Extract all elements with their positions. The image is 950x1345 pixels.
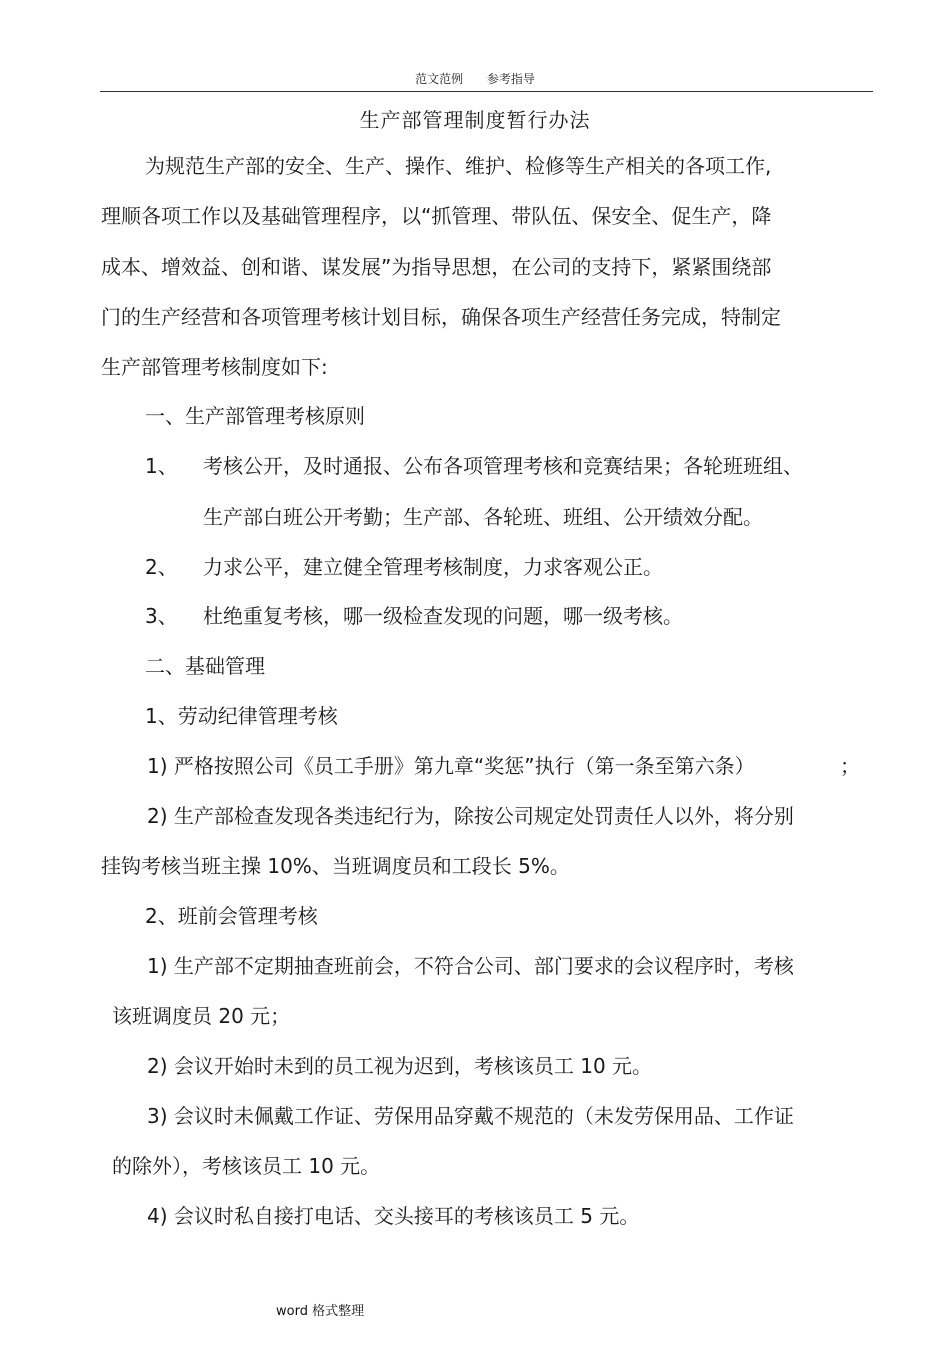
section1-item3-text: 杜绝重复考核，哪一级检查发现的问题，哪一级考核。 [203, 604, 683, 628]
sub1-heading: 1、劳动纪律管理考核 [145, 704, 338, 728]
sub2-item3-line2: 的除外），考核该员工 10 元。 [112, 1154, 381, 1178]
header-left-text: 范文范例 [415, 72, 464, 86]
sub1-item1: 1) 严格按照公司《员工手册》第九章“奖惩”执行（第一条至第六条） [147, 754, 755, 778]
intro-line-4: 门的生产经营和各项管理考核计划目标，确保各项生产经营任务完成，特制定 [101, 305, 781, 329]
sub2-item2: 2) 会议开始时未到的员工视为迟到，考核该员工 10 元。 [147, 1054, 653, 1078]
section1-item2-number: 2、 [145, 555, 178, 579]
header-divider [100, 91, 873, 92]
sub2-heading: 2、班前会管理考核 [145, 904, 318, 928]
intro-line-1: 为规范生产部的安全、生产、操作、维护、检修等生产相关的各项工作, [145, 154, 772, 178]
sub1-item2-line2: 挂钩考核当班主操 10%、当班调度员和工段长 5%。 [101, 854, 570, 878]
sub2-item1-line2: 该班调度员 20 元； [112, 1004, 291, 1028]
intro-line-5: 生产部管理考核制度如下: [101, 355, 328, 379]
sub2-item1-line1: 1) 生产部不定期抽查班前会，不符合公司、部门要求的会议程序时，考核 [147, 954, 794, 978]
sub1-item1-tail: ； [840, 754, 860, 778]
section1-item1-line2: 生产部白班公开考勤；生产部、各轮班、班组、公开绩效分配。 [203, 505, 763, 529]
section1-item1-number: 1、 [145, 454, 178, 478]
page-header [0, 70, 950, 87]
sub2-item3-line1: 3) 会议时未佩戴工作证、劳保用品穿戴不规范的（未发劳保用品、工作证 [147, 1104, 794, 1128]
header-right-text: 参考指导 [486, 72, 535, 86]
section1-heading: 一、生产部管理考核原则 [145, 404, 365, 428]
section1-item1-line1: 考核公开，及时通报、公布各项管理考核和竞赛结果；各轮班班组、 [203, 454, 803, 478]
intro-line-3: 成本、增效益、创和谐、谋发展”为指导思想，在公司的支持下，紧紧围绕部 [101, 255, 772, 279]
sub1-item2-line1: 2) 生产部检查发现各类违纪行为，除按公司规定处罚责任人以外，将分别 [147, 804, 794, 828]
document-title: 生产部管理制度暂行办法 [359, 108, 591, 132]
section1-item3-number: 3、 [145, 604, 178, 628]
section2-heading: 二、基础管理 [145, 654, 265, 678]
intro-line-2: 理顺各项工作以及基础管理程序，以“抓管理、带队伍、保安全、促生产，降 [101, 204, 772, 228]
sub2-item4: 4) 会议时私自接打电话、交头接耳的考核该员工 5 元。 [147, 1204, 640, 1228]
section1-item2-text: 力求公平，建立健全管理考核制度，力求客观公正。 [203, 555, 663, 579]
page-footer: word 格式整理 [276, 1304, 365, 1319]
